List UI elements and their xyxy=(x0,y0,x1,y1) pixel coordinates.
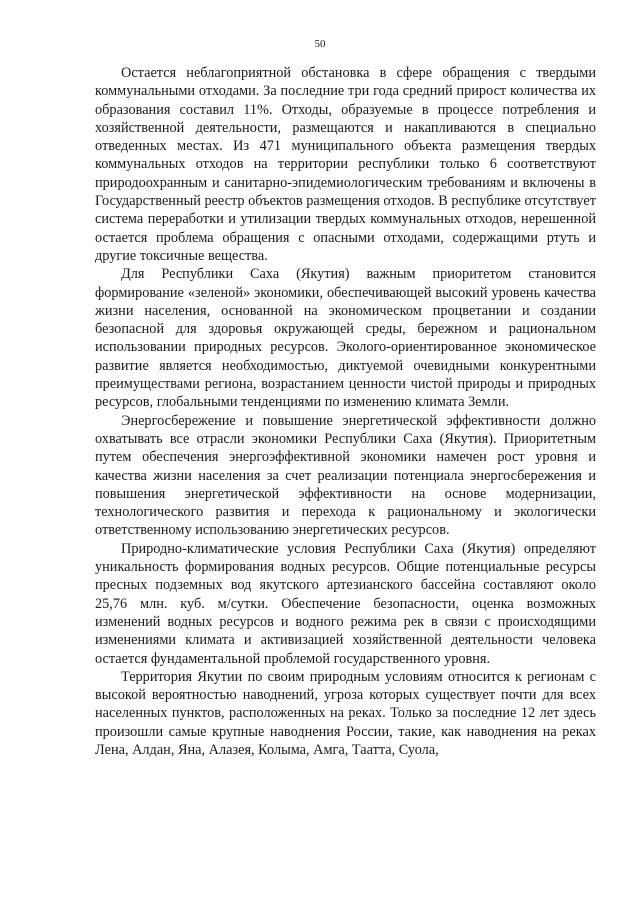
paragraph-floods: Территория Якутии по своим природным условиям относится к регионам с высокой вероятностью наводнений, угроза которых существует почти для всех населенных пунктов, расположенных на реках. Только за последние 12 лет здесь произошли самые крупные наводнения России, такие, как наводнения на реках Лена, Алдан, Яна, Алазея, Колыма, Амга, Таатта, Суола, xyxy=(95,668,596,758)
body-text xyxy=(95,64,596,759)
page-number: 50 xyxy=(314,38,326,50)
paragraph-energy-efficiency: Энергосбережение и повышение энергетической эффективности должно охватывать все отрасли экономики Республики Саха (Якутия). Приоритетным путем обеспечения энергоэффективной экономики намечен рост уровня и качества жизни населения за счет реализации потенциала энергосбережения и повышения энергетической эффективности на основе модернизации, технологического развития и перехода к рациональному и экологически ответственному использованию энергетических ресурсов. xyxy=(95,412,596,539)
paragraph-water-resources: Природно-климатические условия Республики Саха (Якутия) определяют уникальность формирования водных ресурсов. Общие потенциальные ресурсы пресных подземных вод якутского артезианского бассейна составляют около 25,76 млн. куб. м/сутки. Обеспечение безопасности, оценка возможных изменений водных ресурсов и водного режима рек в связи с происходящими изменениями климата и активизацией хозяйственной деятельности человека остается фундаментальной проблемой государственного уровня. xyxy=(95,540,596,667)
paragraph-green-economy: Для Республики Саха (Якутия) важным приоритетом становится формирование «зеленой» экономики, обеспечивающей высокий уровень качества жизни населения, основанной на экономическом процветании и создании безопасной для здоровья окружающей среды, бережном и рациональном использовании природных ресурсов. Эколого-ориентированное экономическое развитие является необходимостью, диктуемой очевидными конкурентными преимуществами региона, возрастанием ценности чистой природы и природных ресурсов, глобальными тенденциями по изменению климата Земли. xyxy=(95,266,596,411)
paragraph-waste-management: Остается неблагоприятной обстановка в сфере обращения с твердыми коммунальными отходами. За последние три года средний прирост количества их образования составил 11%. Отходы, образуемые в процессе потребления и хозяйственной деятельности, размещаются и накапливаются в специально отведенных местах. Из 471 муниципального объекта размещения твердых коммунальных отходов на территории республики только 6 соответствуют природоохранным и санитарно-эпидемиологическим требованиям и включены в Государственный реестр объектов размещения отходов. В республике отсутствует система переработки и утилизации твердых коммунальных отходов, нерешенной остается проблема обращения с опасными отходами, содержащими ртуть и другие токсичные вещества. xyxy=(95,65,596,264)
